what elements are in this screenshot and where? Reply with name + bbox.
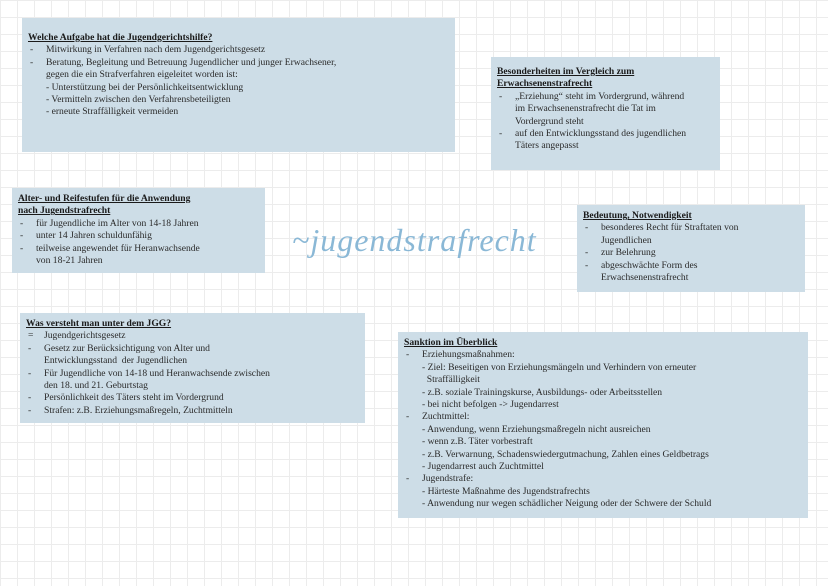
- list-item: [404, 374, 802, 386]
- item-text: Jugendstrafe:: [422, 473, 474, 485]
- list-item: [404, 449, 802, 461]
- item-text: - Ziel: Beseitigen von Erziehungsmängeln und Verhindern von erneuter: [422, 361, 697, 373]
- center-title: ~jugendstrafrecht: [292, 222, 537, 258]
- list-item: [28, 94, 449, 106]
- item-text: Gesetz zur Berücksichtigung von Alter und: [44, 342, 210, 354]
- list-item: [28, 44, 449, 56]
- bullet-marker: [404, 387, 422, 399]
- bullet-marker: -: [585, 247, 589, 259]
- box-title: Was versteht man unter dem JGG?: [26, 318, 172, 329]
- item-text: - Unterstützung bei der Persönlichkeitsentwicklung: [46, 81, 244, 93]
- item-text: Mitwirkung in Verfahren nach dem Jugendgerichtsgesetz: [46, 44, 266, 56]
- list-item: [28, 82, 449, 94]
- bullet-marker: [404, 399, 422, 411]
- box-title: Erwachsenenstrafrecht: [497, 78, 593, 90]
- item-text: - wenn z.B. Täter vorbestraft: [422, 436, 533, 448]
- list-item: [404, 399, 802, 411]
- bullet-marker: -: [28, 404, 32, 416]
- item-text: gegen die ein Strafverfahren eigeleitet worden ist:: [46, 69, 238, 81]
- item-text: Erziehungsmaßnahmen:: [422, 349, 515, 361]
- list-item: [497, 103, 714, 115]
- item-text: Für Jugendliche von 14-18 und Heranwachsende zwischen: [44, 367, 270, 379]
- bullet-marker: [28, 106, 46, 118]
- item-text: Strafen: z.B. Erziehungsmaßregeln, Zuchtmitteln: [44, 404, 233, 416]
- box-bedeutung: [577, 205, 805, 292]
- bullet-marker: -: [28, 392, 32, 404]
- item-text: teilweise angewendet für Heranwachsende: [36, 242, 200, 254]
- bullet-marker: -: [585, 222, 589, 234]
- list-item: [404, 486, 802, 498]
- bullet-marker: -: [28, 342, 32, 354]
- box-alter-reifestufen: [12, 188, 265, 273]
- list-item: [26, 355, 359, 367]
- bullet-marker: -: [406, 349, 410, 361]
- bullet-marker: -: [30, 56, 34, 68]
- list-item: [26, 330, 359, 342]
- list-item: [583, 272, 799, 284]
- bullet-marker: [26, 355, 44, 367]
- list-item: [404, 411, 802, 423]
- item-text: im Erwachsenenstrafrecht die Tat im: [515, 103, 656, 115]
- bullet-marker: -: [20, 242, 24, 254]
- bullet-marker: [404, 424, 422, 436]
- list-item: [497, 91, 714, 103]
- box-title: Welche Aufgabe hat die Jugendgerichtshilfe?: [28, 32, 213, 43]
- bullet-marker: [404, 362, 422, 374]
- item-text: unter 14 Jahren schuldunfähig: [36, 230, 152, 242]
- bullet-marker: =: [28, 330, 34, 342]
- bullet-marker: -: [406, 473, 410, 485]
- bullet-marker: [404, 498, 422, 510]
- bullet-marker: -: [30, 44, 34, 56]
- list-item: [26, 405, 359, 417]
- bullet-marker: -: [20, 217, 24, 229]
- list-item: [26, 392, 359, 404]
- item-text: „Erziehung“ steht im Vordergrund, während: [515, 90, 685, 102]
- list-item: [497, 128, 714, 140]
- item-text: für Jugendliche im Alter von 14-18 Jahren: [36, 217, 199, 229]
- bullet-marker: [497, 116, 515, 128]
- item-text: - bei nicht befolgen -> Jugendarrest: [422, 399, 559, 411]
- item-text: - z.B. soziale Trainingskurse, Ausbildungs- oder Arbeitsstellen: [422, 386, 663, 398]
- list-item: [583, 222, 799, 234]
- list-item: [18, 230, 259, 242]
- list-item: [18, 243, 259, 255]
- list-item: [28, 69, 449, 81]
- bullet-marker: [404, 449, 422, 461]
- list-item: [26, 343, 359, 355]
- item-text: - erneute Straffälligkeit vermeiden: [46, 106, 179, 118]
- box-title: Alter- und Reifestufen für die Anwendung: [18, 193, 191, 204]
- item-text: zur Belehrung: [601, 247, 656, 259]
- item-text: Straffälligkeit: [422, 374, 480, 386]
- bullet-marker: [18, 255, 36, 267]
- item-text: besonderes Recht für Straftaten von: [601, 222, 739, 234]
- box-jugendgerichtshilfe: [22, 18, 455, 152]
- list-item: [404, 436, 802, 448]
- box-title: Bedeutung, Notwendigkeit: [583, 210, 692, 221]
- box-sanktion: [398, 332, 808, 518]
- list-item: [583, 260, 799, 272]
- bullet-marker: -: [499, 90, 503, 102]
- item-text: Zuchtmittel:: [422, 411, 470, 423]
- item-text: Täters angepasst: [515, 140, 579, 152]
- box-title: nach Jugendstrafrecht: [18, 205, 111, 217]
- item-text: - Jugendarrest auch Zuchtmittel: [422, 461, 544, 473]
- item-text: - z.B. Verwarnung, Schadenswiedergutmachung, Zahlen eines Geldbetrags: [422, 448, 709, 460]
- bullet-marker: -: [406, 411, 410, 423]
- list-item: [26, 380, 359, 392]
- bullet-marker: -: [499, 128, 503, 140]
- box-title: Besonderheiten im Vergleich zum: [497, 66, 635, 77]
- list-item: [18, 255, 259, 267]
- bullet-marker: -: [20, 230, 24, 242]
- item-text: Persönlichkeit des Täters steht im Vordergrund: [44, 392, 224, 404]
- item-text: Entwicklungsstand der Jugendlichen: [44, 355, 188, 367]
- list-item: [404, 349, 802, 361]
- item-text: Vordergrund steht: [515, 115, 584, 127]
- list-item: [18, 218, 259, 230]
- list-item: [28, 106, 449, 118]
- list-item: [404, 424, 802, 436]
- item-text: - Vermitteln zwischen den Verfahrensbeteiligten: [46, 94, 231, 106]
- item-text: - Anwendung nur wegen schädlicher Neigung oder der Schwere der Schuld: [422, 498, 712, 510]
- list-item: [497, 140, 714, 152]
- list-item: [26, 368, 359, 380]
- box-title: Sanktion im Überblick: [404, 337, 498, 348]
- item-text: Jugendgerichtsgesetz: [44, 330, 126, 342]
- item-text: Beratung, Begleitung und Betreuung Jugendlicher und junger Erwachsener,: [46, 56, 337, 68]
- bullet-marker: [28, 82, 46, 94]
- item-text: Jugendlichen: [601, 234, 652, 246]
- item-text: Erwachsenenstrafrecht: [601, 272, 689, 284]
- list-item: [583, 235, 799, 247]
- item-text: den 18. und 21. Geburtstag: [44, 380, 148, 392]
- list-item: [404, 473, 802, 485]
- list-item: [404, 387, 802, 399]
- item-text: - Anwendung, wenn Erziehungsmaßregeln nicht ausreichen: [422, 423, 651, 435]
- bullet-marker: [28, 69, 46, 81]
- bullet-marker: [497, 140, 515, 152]
- bullet-marker: [583, 235, 601, 247]
- bullet-marker: [28, 94, 46, 106]
- bullet-marker: [404, 461, 422, 473]
- list-item: [404, 362, 802, 374]
- item-text: von 18-21 Jahren: [36, 255, 103, 267]
- bullet-marker: -: [585, 259, 589, 271]
- bullet-marker: [26, 380, 44, 392]
- box-jgg: [20, 313, 365, 423]
- box-besonderheiten: [491, 57, 720, 170]
- bullet-marker: [497, 103, 515, 115]
- list-item: [28, 57, 449, 69]
- list-item: [497, 116, 714, 128]
- bullet-marker: [404, 374, 422, 386]
- bullet-marker: [583, 272, 601, 284]
- item-text: - Härteste Maßnahme des Jugendstrafrechts: [422, 485, 590, 497]
- item-text: auf den Entwicklungsstand des jugendlichen: [515, 128, 687, 140]
- item-text: abgeschwächte Form des: [601, 259, 698, 271]
- list-item: [404, 498, 802, 510]
- bullet-marker: [404, 486, 422, 498]
- bullet-marker: -: [28, 367, 32, 379]
- bullet-marker: [404, 436, 422, 448]
- list-item: [404, 461, 802, 473]
- list-item: [583, 247, 799, 259]
